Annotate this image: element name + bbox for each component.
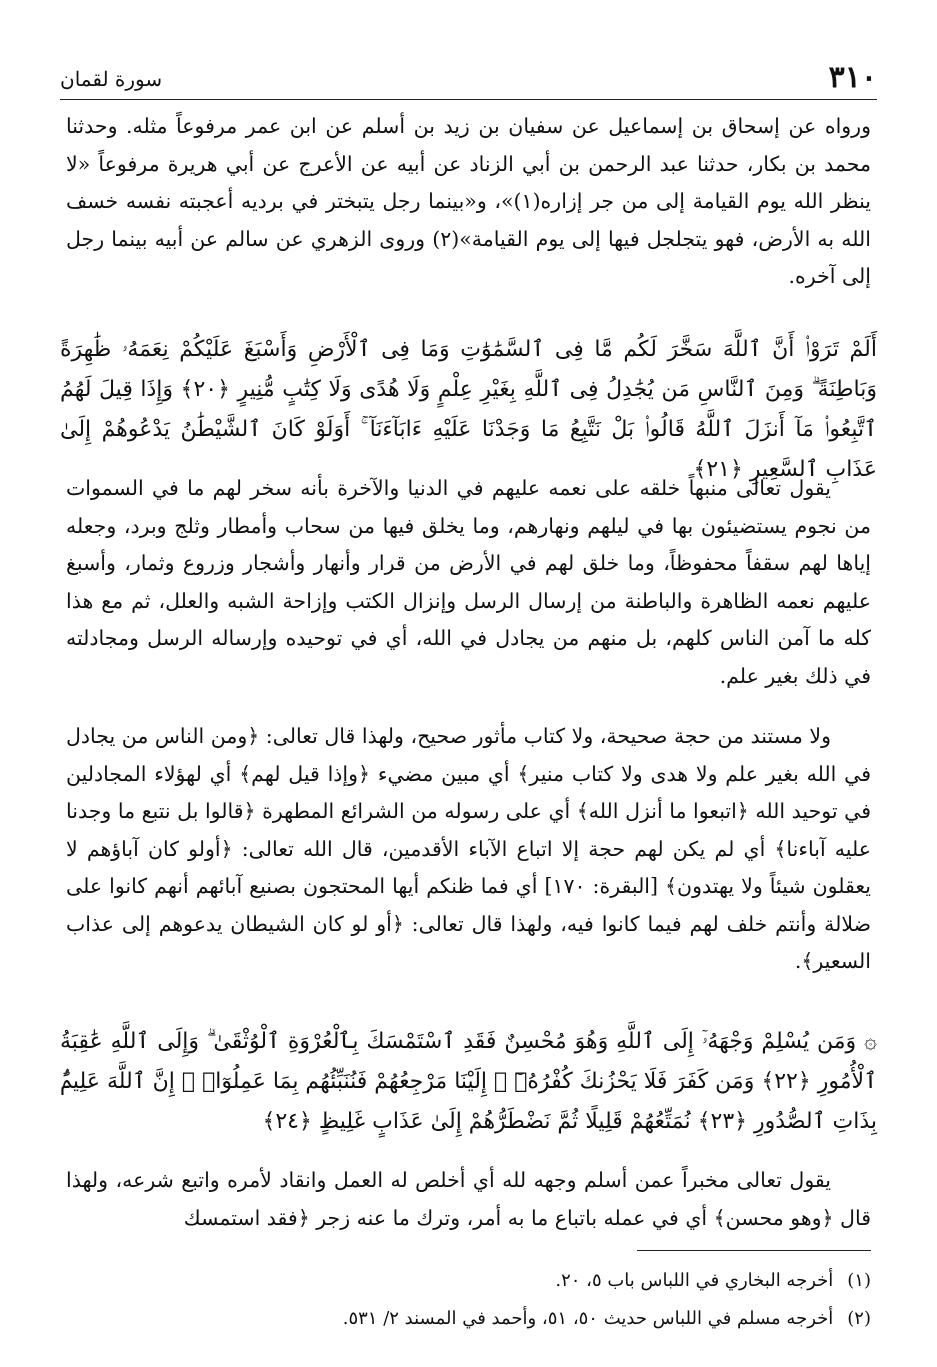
page-header xyxy=(60,55,877,100)
paragraph-2: يقول تعالى منبهاً خلقه على نعمه عليهم في الدنيا والآخرة بأنه سخر لهم ما في السموات من نجوم يستضيئون بها في ليلهم ونهارهم، وما يخلق فيها من سحاب وأمطار وثلج وبرد، وجعله إياها لهم سقفاً محفوظاً، وما خلق لهم في الأرض من قرار وأنهار وأشجار وزروع وثمار، وأسبغ عليهم نعمه الظاهرة والباطنة من إرسال الرسل وإنزال الكتب وإزاحة الشبه والعلل، ثم مع هذا كله ما آمن الناس كلهم، بل منهم من يجادل في الله، أي في توحيده وإرساله الرسل ومجادلته في ذلك بغير علم. xyxy=(66,476,871,688)
paragraph-hadith xyxy=(66,108,871,296)
footnote-2 xyxy=(66,1300,871,1338)
surah-title: سورة لقمان xyxy=(60,67,163,91)
paragraph-3: ولا مستند من حجة صحيحة، ولا كتاب مأثور صحيح، ولهذا قال تعالى: ﴿ومن الناس من يجادل في الله بغير علم ولا هدى ولا كتاب منير﴾ أي مبين مضيء ﴿وإذا قيل لهم﴾ أي لهؤلاء المجادلين في توحيد الله ﴿اتبعوا ما أنزل الله﴾ أي على رسوله من الشرائع المطهرة ﴿قالوا بل نتبع ما وجدنا عليه آباءنا﴾ أي لم يكن لهم حجة إلا اتباع الآباء الأقدمين، قال الله تعالى: ﴿أولو كان آباؤهم لا يعقلون شيئاً ولا يهتدون﴾ [البقرة: ١٧٠] أي فما ظنكم أيها المحتجون بصنيع آبائهم أنهم كانوا على ضلالة وأنتم خلف لهم فيما كانوا فيه، ولهذا قال تعالى: ﴿أو لو كان الشيطان يدعوهم إلى عذاب السعير﴾. xyxy=(66,724,872,973)
paragraph-tafsir-1 xyxy=(66,470,871,695)
footnote-divider xyxy=(637,1250,871,1251)
page-number: ٣١٠ xyxy=(828,60,877,95)
footnote-number: (١) xyxy=(847,1270,871,1291)
paragraph-4: يقول تعالى مخبراً عمن أسلم وجهه لله أي أخلص له العمل وانقاد لأمره واتبع شرعه، ولهذا قال ﴿وهو محسن﴾ أي في عمله باتباع ما به أمر، وترك ما عنه زجر ﴿فقد استمسك xyxy=(66,1168,871,1230)
paragraph-1: ورواه عن إسحاق بن إسماعيل عن سفيان بن زيد بن أسلم عن ابن عمر مرفوعاً مثله. وحدثنا محمد بن بكار، حدثنا عبد الرحمن بن أبي الزناد عن أبيه عن الأعرج عن أبي هريرة مرفوعاً «لا ينظر الله يوم القيامة إلى من جر إزاره(١)»، و«بينما رجل يتبختر في برديه أعجبته نفسه خسف الله به الأرض، فهو يتجلجل فيها إلى يوم القيامة»(٢) وروى الزهري عن سالم عن أبيه بينما رجل إلى آخره. xyxy=(66,114,871,288)
footnotes xyxy=(66,1262,871,1338)
footnote-1 xyxy=(66,1262,871,1300)
footnote-text: أخرجه البخاري في اللباس باب ٥، ٢٠. xyxy=(555,1270,834,1291)
quran-verses-22-24: ۞ وَمَن يُسْلِمْ وَجْهَهُۥٓ إِلَى ٱللَّهِ وَهُوَ مُحْسِنٌ فَقَدِ ٱسْتَمْسَكَ بِٱلْعُرْوَةِ ٱلْوُثْقَىٰ ۗ وَإِلَى ٱللَّهِ عَٰقِبَةُ ٱلْأُمُورِ ﴿٢٢﴾ وَمَن كَفَرَ فَلَا يَحْزُنكَ كُفْرُهُۥٓ ۚ إِلَيْنَا مَرْجِعُهُمْ فَنُنَبِّئُهُم بِمَا عَمِلُوٓا۟ ۚ إِنَّ ٱللَّهَ عَلِيمٌۢ بِذَاتِ ٱلصُّدُورِ ﴿٢٣﴾ نُمَتِّعُهُمْ قَلِيلًا ثُمَّ نَضْطَرُّهُمْ إِلَىٰ عَذَابٍ غَلِيظٍ ﴿٢٤﴾ xyxy=(60,1029,877,1134)
quran-verses-20-21: أَلَمْ تَرَوْا۟ أَنَّ ٱللَّهَ سَخَّرَ لَكُم مَّا فِى ٱلسَّمَٰوَٰتِ وَمَا فِى ٱلْأَرْضِ وَأَسْبَغَ عَلَيْكُمْ نِعَمَهُۥ ظَٰهِرَةً وَبَاطِنَةً ۗ وَمِنَ ٱلنَّاسِ مَن يُجَٰدِلُ فِى ٱللَّهِ بِغَيْرِ عِلْمٍ وَلَا هُدًى وَلَا كِتَٰبٍ مُّنِيرٍ ﴿٢٠﴾ وَإِذَا قِيلَ لَهُمُ ٱتَّبِعُوا۟ مَآ أَنزَلَ ٱللَّهُ قَالُوا۟ بَلْ نَتَّبِعُ مَا وَجَدْنَا عَلَيْهِ ءَابَآءَنَآ ۚ أَوَلَوْ كَانَ ٱلشَّيْطَٰنُ يَدْعُوهُمْ إِلَىٰ عَذَابِ ٱلسَّعِيرِ ﴿٢١﴾ xyxy=(60,337,877,482)
paragraph-tafsir-2 xyxy=(66,718,871,981)
footnote-text: أخرجه مسلم في اللباس حديث ٥٠، ٥١، وأحمد في المسند ٢/ ٥٣١. xyxy=(342,1308,834,1329)
footnote-number: (٢) xyxy=(847,1308,871,1329)
paragraph-tafsir-3 xyxy=(66,1162,871,1237)
